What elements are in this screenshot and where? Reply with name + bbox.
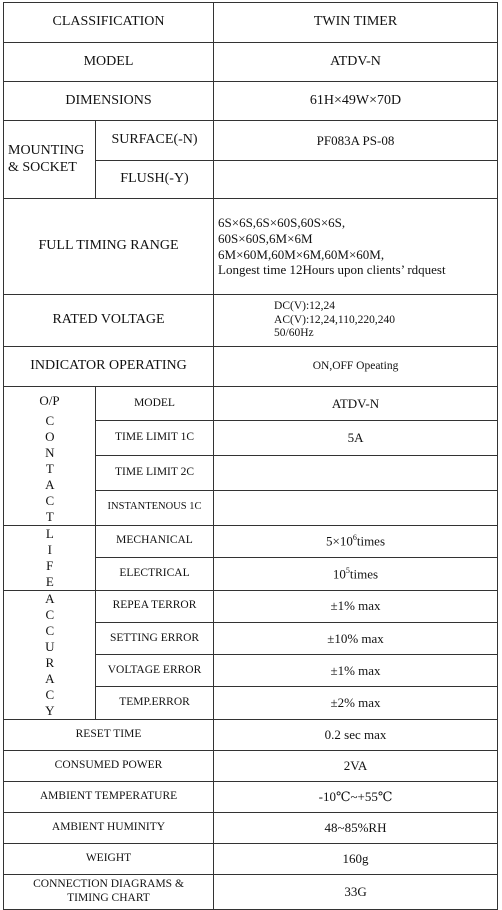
flush-value — [214, 161, 498, 199]
life-exp: 5 — [345, 565, 350, 575]
life-base: 10 — [332, 566, 346, 582]
life-unit: times — [349, 566, 379, 582]
row-model — [4, 43, 498, 82]
timing-line: Longest time 12Hours upon clients’ rdquest — [218, 262, 446, 278]
row-weight — [4, 843, 498, 874]
contact-item-label: INSTANTENOUS 1C — [96, 490, 214, 525]
row-dimensions — [4, 82, 498, 121]
row-ambient-huminity — [4, 812, 498, 843]
rated-voltage-value — [214, 295, 498, 347]
row-consumed-power — [4, 750, 498, 781]
consumed-power-value: 2VA — [214, 750, 498, 781]
timing-line: 60S×60S,6M×6M — [218, 230, 313, 246]
spec-table — [3, 2, 498, 910]
contact-item-label: MODEL — [96, 387, 214, 421]
life-base: 5×10 — [326, 533, 353, 549]
life-unit: times — [356, 533, 386, 549]
contact-item-label: TIME LIMIT 1C — [96, 420, 214, 455]
ambient-huminity-label: AMBIENT HUMINITY — [4, 812, 214, 843]
reset-time-value: 0.2 sec max — [214, 719, 498, 750]
ambient-huminity-value: 48~85%RH — [214, 812, 498, 843]
accuracy-item-label: SETTING ERROR — [96, 622, 214, 654]
connection-label — [4, 874, 214, 909]
life-group-label — [4, 525, 96, 590]
contact-item-value — [214, 490, 498, 525]
weight-value: 160g — [214, 843, 498, 874]
contact-group-line2: CONTACT — [42, 412, 58, 525]
surface-label: SURFACE(-N) — [96, 121, 214, 161]
accuracy-item-value: ±1% max — [214, 655, 498, 687]
flush-label: FLUSH(-Y) — [96, 161, 214, 199]
row-life-mechanical — [4, 525, 498, 558]
accuracy-item-value: ±2% max — [214, 687, 498, 719]
connection-label-line1: CONNECTION DIAGRAMS & — [33, 877, 184, 890]
mounting-label — [4, 121, 96, 199]
accuracy-group-text: ACCURACY — [42, 590, 58, 719]
contact-item-value — [214, 455, 498, 490]
row-reset-time — [4, 719, 498, 750]
timing-line: 6M×60M,60M×6M,60M×60M, — [218, 246, 385, 262]
weight-label: WEIGHT — [4, 843, 214, 874]
life-item-label: ELECTRICAL — [96, 558, 214, 591]
row-connection — [4, 874, 498, 909]
voltage-line: 50/60Hz — [274, 327, 314, 340]
life-item-value — [214, 525, 498, 558]
contact-item-value: 5A — [214, 420, 498, 455]
life-item-label: MECHANICAL — [96, 525, 214, 558]
row-rated-voltage — [4, 295, 498, 347]
dimensions-value: 61H×49W×70D — [214, 82, 498, 121]
ambient-temperature-label: AMBIENT TEMPERATURE — [4, 781, 214, 812]
ambient-temperature-value: -10℃~+55℃ — [214, 781, 498, 812]
model-label: MODEL — [4, 43, 214, 82]
voltage-line: AC(V):12,24,110,220,240 — [274, 313, 395, 326]
reset-time-label: RESET TIME — [4, 719, 214, 750]
indicator-label: INDICATOR OPERATING — [4, 347, 214, 387]
mounting-label-line1: MOUNTING — [8, 142, 85, 158]
accuracy-item-label: REPEA TERROR — [96, 590, 214, 622]
dimensions-label: DIMENSIONS — [4, 82, 214, 121]
row-ambient-temperature — [4, 781, 498, 812]
classification-label: CLASSIFICATION — [4, 3, 214, 43]
accuracy-group-label — [4, 590, 96, 719]
consumed-power-label: CONSUMED POWER — [4, 750, 214, 781]
row-accuracy-repeat — [4, 590, 498, 622]
contact-group-line1: O/P — [39, 393, 60, 408]
row-full-timing-range — [4, 199, 498, 295]
accuracy-item-label: VOLTAGE ERROR — [96, 655, 214, 687]
life-exp: 6 — [352, 533, 357, 543]
mounting-label-line2: & SOCKET — [8, 159, 77, 175]
rated-voltage-label: RATED VOLTAGE — [4, 295, 214, 347]
indicator-value: ON,OFF Opeating — [214, 347, 498, 387]
model-value: ATDV-N — [214, 43, 498, 82]
accuracy-item-value: ±1% max — [214, 590, 498, 622]
accuracy-item-label: TEMP.ERROR — [96, 687, 214, 719]
row-contact-model — [4, 387, 498, 421]
contact-item-value: ATDV-N — [214, 387, 498, 421]
accuracy-item-value: ±10% max — [214, 622, 498, 654]
row-indicator — [4, 347, 498, 387]
contact-item-label: TIME LIMIT 2C — [96, 455, 214, 490]
timing-line: 6S×6S,6S×60S,60S×6S, — [218, 215, 346, 231]
life-group-text: LIFE — [42, 525, 58, 590]
classification-value: TWIN TIMER — [214, 3, 498, 43]
timing-range-value — [214, 199, 498, 295]
connection-value: 33G — [214, 874, 498, 909]
voltage-line: DC(V):12,24 — [274, 299, 336, 312]
timing-range-label: FULL TIMING RANGE — [4, 199, 214, 295]
contact-group-label — [4, 387, 96, 526]
surface-value: PF083A PS-08 — [214, 121, 498, 161]
life-item-value — [214, 558, 498, 591]
row-classification — [4, 3, 498, 43]
connection-label-line2: TIMING CHART — [67, 891, 150, 904]
row-mounting-surface — [4, 121, 498, 161]
